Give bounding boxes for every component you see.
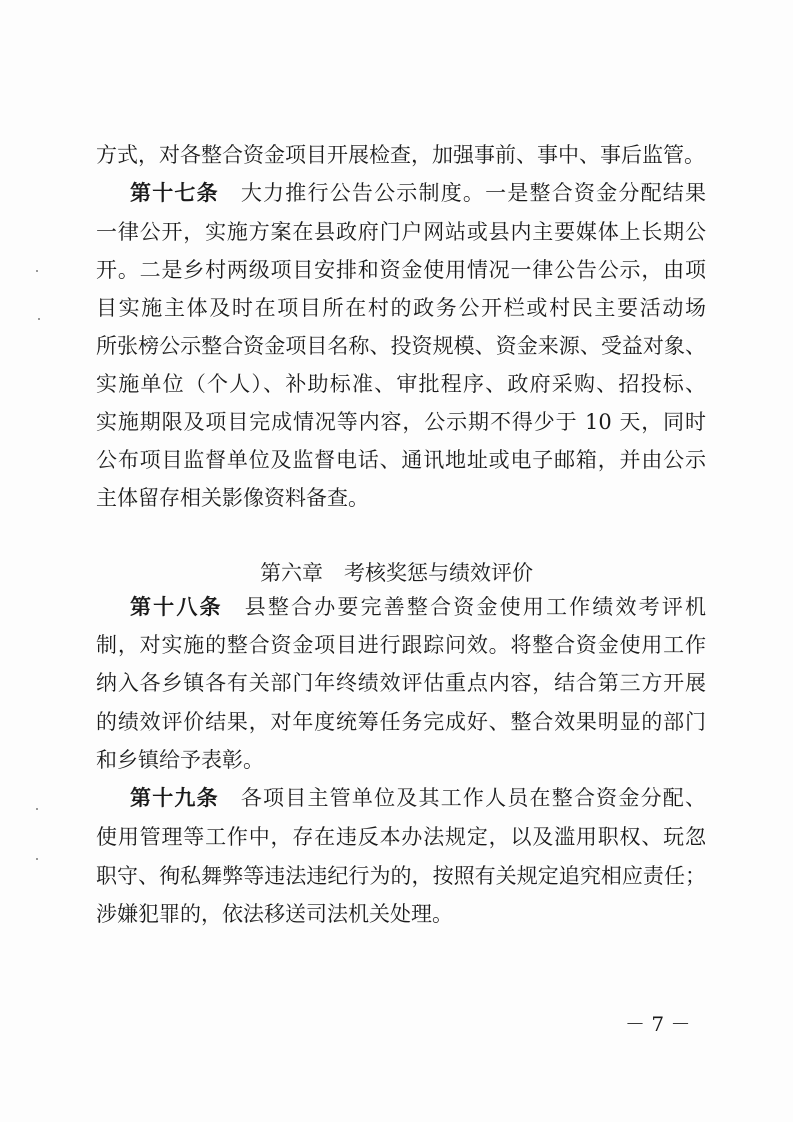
paragraph-line: 的绩效评价结果，对年度统筹任务完成好、整合效果明显的部门 (96, 710, 706, 734)
paragraph-line: 涉嫌犯罪的，依法移送司法机关处理。 (96, 902, 453, 926)
page-number: － 7 － (625, 1012, 691, 1036)
paragraph-line: 方式，对各整合资金项目开展检查，加强事前、事中、事后监管。 (96, 143, 705, 167)
paragraph-line: 一律公开，实施方案在县政府门户网站或县内主要媒体上长期公 (96, 220, 706, 244)
paragraph-line: 纳入各乡镇各有关部门年终绩效评估重点内容，结合第三方开展 (96, 671, 706, 695)
paragraph-line: 使用管理等工作中，存在违反本办法规定，以及滥用职权、玩忽 (96, 825, 706, 849)
scan-speck (36, 808, 38, 810)
article-18-first-line: 第十八条 县整合办要完善整合资金使用工作绩效考评机 (130, 595, 707, 619)
chapter-heading: 第六章 考核奖惩与绩效评价 (260, 561, 533, 585)
article-label: 第十八条 (130, 595, 223, 619)
article-label: 第十七条 (130, 181, 219, 205)
paragraph-line: 公布项目监督单位及监督电话、通讯地址或电子邮箱，并由公示 (96, 448, 706, 472)
paragraph-line: 实施期限及项目完成情况等内容，公示期不得少于 10 天，同时 (96, 410, 706, 434)
scan-speck (38, 318, 40, 320)
scan-speck (36, 858, 38, 860)
paragraph-line: 制，对实施的整合资金项目进行跟踪问效。将整合资金使用工作 (96, 633, 706, 657)
article-17-first-line: 第十七条 大力推行公告公示制度。一是整合资金分配结果 (130, 181, 707, 205)
article-19-first-line: 第十九条 各项目主管单位及其工作人员在整合资金分配、 (130, 786, 707, 810)
paragraph-line: 实施单位（个人）、补助标准、审批程序、政府采购、招投标、 (96, 372, 706, 396)
paragraph-line: 和乡镇给予表彰。 (96, 748, 264, 772)
scan-speck (36, 270, 38, 272)
paragraph-line: 主体留存相关影像资料备查。 (96, 486, 369, 510)
paragraph-line: 开。二是乡村两级项目安排和资金使用情况一律公告公示，由项 (96, 258, 706, 282)
article-label: 第十九条 (130, 786, 219, 810)
paragraph-line: 所张榜公示整合资金项目名称、投资规模、资金来源、受益对象、 (96, 334, 706, 358)
paragraph-line: 目实施主体及时在项目所在村的政务公开栏或村民主要活动场 (96, 296, 706, 320)
paragraph-line: 职守、徇私舞弊等违法违纪行为的，按照有关规定追究相应责任； (96, 864, 706, 888)
